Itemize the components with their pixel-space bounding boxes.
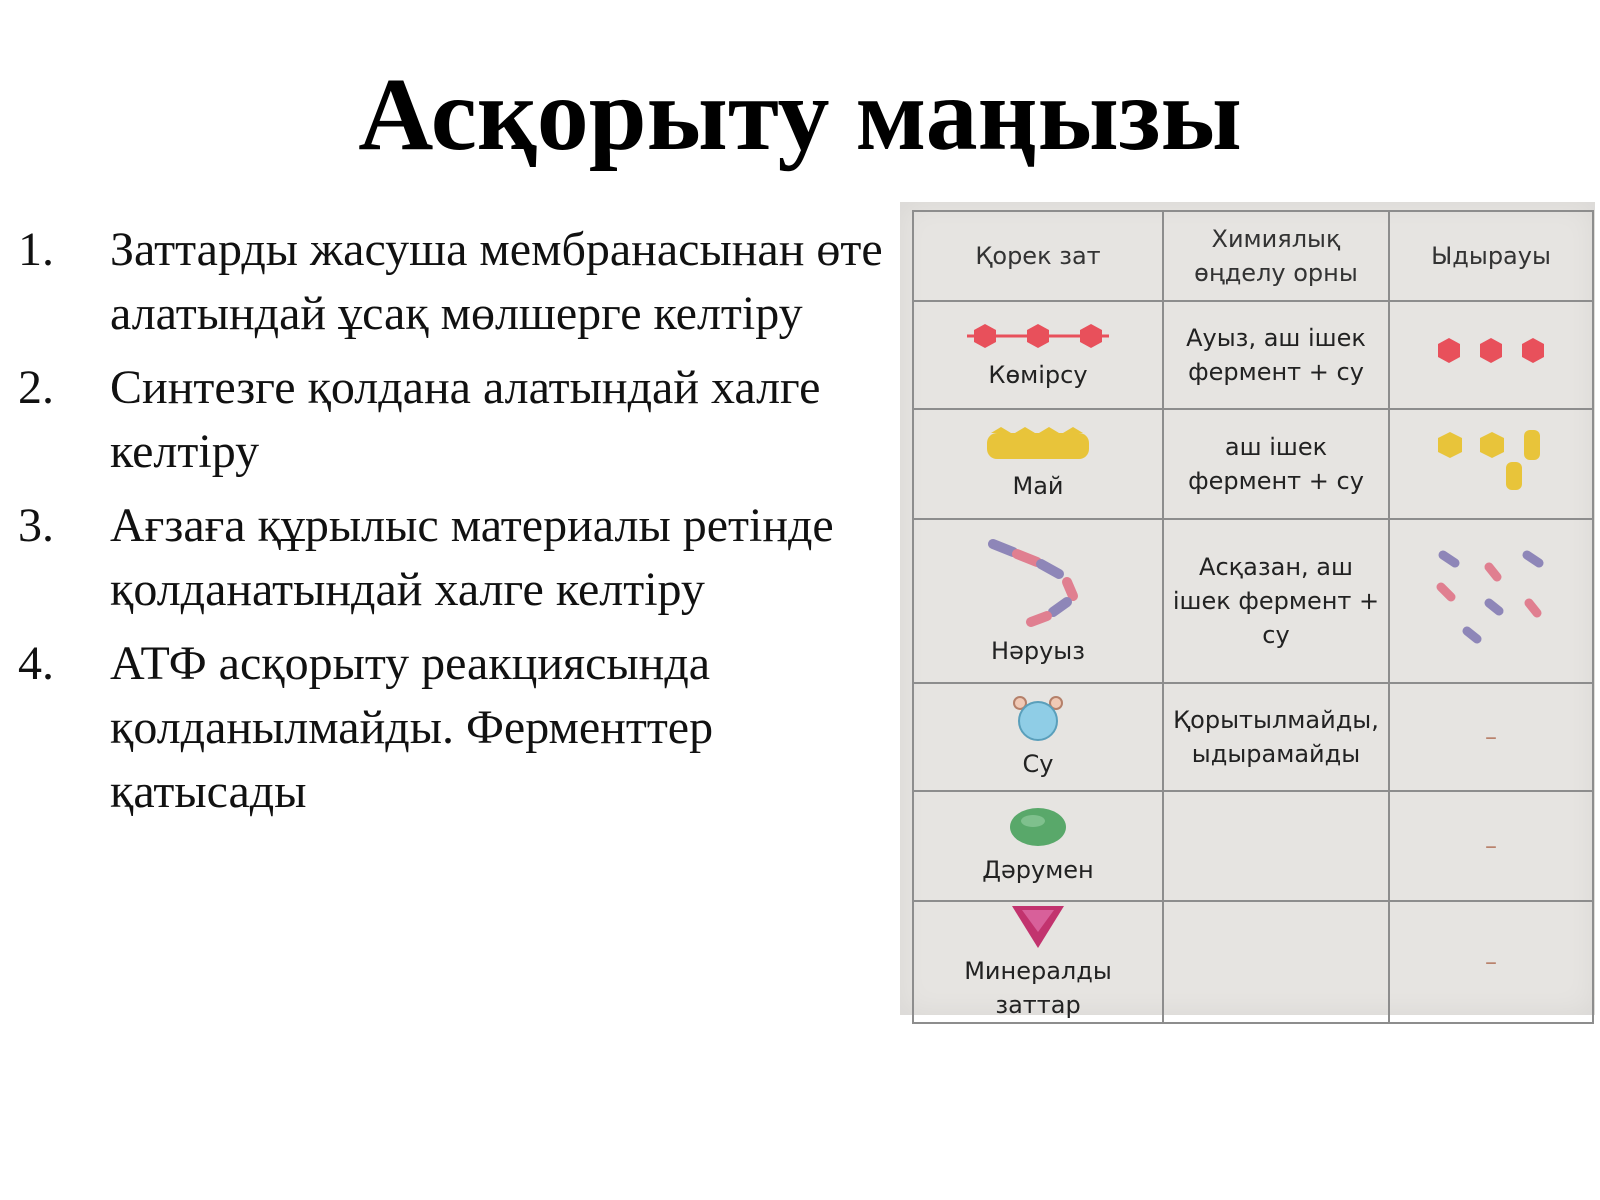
breakdown-cell	[1389, 409, 1593, 519]
breakdown-cell: –	[1389, 791, 1593, 901]
list-text: Заттарды жасуша мембранасынан өте алатындай ұсақ мөлшерге келтіру	[110, 223, 883, 340]
mineral-icon	[1008, 902, 1068, 950]
water-molecule-icon	[1008, 693, 1068, 743]
nutrient-name: Көмірсу	[988, 361, 1088, 389]
protein-chain-icon	[983, 534, 1093, 630]
breakdown-cell	[1389, 519, 1593, 683]
nutrient-cell	[913, 901, 1163, 1023]
table-row	[913, 519, 1593, 683]
nutrient-cell	[913, 791, 1163, 901]
fat-molecule-icon	[983, 425, 1093, 465]
place-cell: Асқазан, аш ішек фермент + су	[1163, 519, 1389, 683]
nutrient-cell	[913, 683, 1163, 791]
table-header-row	[913, 211, 1593, 301]
nutrient-name: Су	[1022, 750, 1054, 778]
list-item	[0, 356, 900, 484]
place-cell	[1163, 901, 1389, 1023]
nutrient-cell	[913, 301, 1163, 409]
nutrient-cell	[913, 519, 1163, 683]
place-cell: Қорытылмайды, ыдырамайды	[1163, 683, 1389, 791]
list-text: Ағзаға құрылыс материалы ретінде қолданатындай халге келтіру	[110, 499, 834, 616]
carbohydrate-chain-icon	[963, 318, 1113, 354]
list-item	[0, 218, 900, 346]
place-cell: Ауыз, аш ішек фермент + су	[1163, 301, 1389, 409]
importance-list	[0, 218, 900, 834]
amino-acids-icon	[1431, 547, 1551, 647]
place-cell	[1163, 791, 1389, 901]
glucose-hexagons-icon	[1431, 334, 1551, 368]
nutrient-name: Минералды заттар	[964, 957, 1112, 1019]
list-number: 2.	[18, 361, 54, 414]
table-row	[913, 409, 1593, 519]
place-cell: аш ішек фермент + су	[1163, 409, 1389, 519]
list-number: 4.	[18, 637, 54, 690]
table-row	[913, 301, 1593, 409]
list-text: АТФ асқорыту реакциясында қолданылмайды. Ферменттер қатысады	[110, 637, 714, 818]
breakdown-cell: –	[1389, 683, 1593, 791]
list-item	[0, 632, 900, 824]
breakdown-cell	[1389, 301, 1593, 409]
list-text: Синтезге қолдана алатындай халге келтіру	[110, 361, 821, 478]
vitamin-icon	[1007, 805, 1069, 849]
nutrient-name: Май	[1012, 472, 1064, 500]
breakdown-cell: –	[1389, 901, 1593, 1023]
page-title: Асқорыту маңызы	[358, 57, 1242, 172]
nutrient-name: Нәруыз	[991, 637, 1085, 665]
list-number: 3.	[18, 499, 54, 552]
nutrient-cell	[913, 409, 1163, 519]
nutrient-table-photo	[900, 202, 1595, 1019]
header-breakdown: Ыдырауы	[1389, 211, 1593, 301]
nutrient-table	[912, 210, 1594, 1024]
header-nutrient: Қорек зат	[913, 211, 1163, 301]
table-row	[913, 683, 1593, 791]
fatty-acid-pieces-icon	[1436, 428, 1546, 492]
table-row	[913, 791, 1593, 901]
list-number: 1.	[18, 223, 54, 276]
header-place: Химиялық өңделу орны	[1163, 211, 1389, 301]
list-item	[0, 494, 900, 622]
table-row	[913, 901, 1593, 1023]
nutrient-name: Дәрумен	[982, 856, 1094, 884]
